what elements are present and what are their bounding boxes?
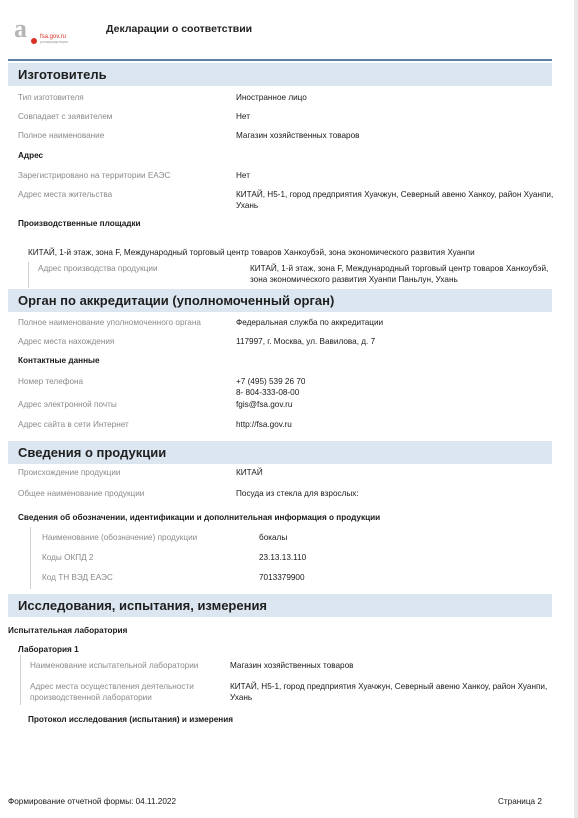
header-divider [8,59,552,61]
field-value: 7013379900 [259,573,305,582]
field-label: Адрес электронной почты [18,400,117,409]
field-label: Полное наименование уполномоченного органа [18,318,201,327]
field-label: Общее наименование продукции [18,489,145,498]
field-value: КИТАЙ, H5-1, город предприятия Хуачжун, Северный авеню Ханкоу, район Хуанпи, Ухань [230,682,548,702]
phone-value-1[interactable]: +7 (495) 539 26 70 [236,377,306,386]
field-value: Нет [236,112,250,121]
field-label: Совпадает с заявителем [18,112,113,121]
logo-letter: a [14,14,27,43]
document-header [14,14,554,60]
field-label: Адрес сайта в сети Интернет [18,420,129,429]
field-label-cont: производственной лаборатории [30,693,152,702]
field-value: КИТАЙ, H5-1, город предприятия Хуачжун, Северный авеню Ханкоу, район Хуанпи, Ухань [236,190,554,210]
phone-value-2[interactable]: 8- 804-333-08-00 [236,388,300,397]
logo-tagline: росаккредитация [40,40,68,44]
field-value: 23.13.13.110 [259,553,307,562]
indent-line [28,262,29,288]
field-value: Посуда из стекла для взрослых: [236,489,359,498]
field-value: Магазин хозяйственных товаров [236,131,360,140]
field-value: Магазин хозяйственных товаров [230,661,354,670]
fsa-logo[interactable] [14,14,94,48]
field-value: Нет [236,171,250,180]
subheading-contacts: Контактные данные [18,356,100,365]
field-value: 117997, г. Москва, ул. Вавилова, д. 7 [236,337,376,346]
field-label: Тип изготовителя [18,93,84,102]
field-label: Адрес производства продукции [38,264,158,273]
field-label: Номер телефона [18,377,84,386]
field-value: Федеральная служба по аккредитации [236,318,384,327]
indent-line [30,527,31,589]
page-number: Страница 2 [498,797,542,806]
email-link[interactable]: fgis@fsa.gov.ru [236,400,293,409]
field-label: Наименование испытательной лаборатории [30,661,199,670]
field-label: Адрес места нахождения [18,337,115,346]
field-label: Наименование (обозначение) продукции [42,533,198,542]
page-edge [574,0,578,818]
field-label: Происхождение продукции [18,468,121,477]
section-product: Сведения о продукции [8,441,552,464]
production-site-line [28,248,552,259]
subheading-lab-1: Лаборатория 1 [18,645,79,654]
subheading-address: Адрес [18,151,44,160]
logo-site: fsa.gov.ru [40,34,66,40]
field-value: КИТАЙ [236,468,263,477]
subheading-protocol: Протокол исследования (испытания) и измерения [28,715,234,724]
report-date: Формирование отчетной формы: 04.11.2022 [8,797,176,806]
field-label: Код ТН ВЭД ЕАЭС [42,573,113,582]
field-label: Адрес места осуществления деятельности [30,682,194,691]
section-research: Исследования, испытания, измерения [8,594,552,617]
section-manufacturer: Изготовитель [8,63,552,86]
production-site-text: КИТАЙ, 1-й этаж, зона F, Международный торговый центр товаров Ханкоубэй, зона экономического развития Хуанпи [28,248,475,257]
field-label: Зарегистрировано на территории ЕАЭС [18,171,171,180]
document-title: Декларации о соответствии [106,23,253,35]
subheading-identification: Сведения об обозначении, идентификации и дополнительная информация о продукции [18,513,381,522]
field-label: Адрес места жительства [18,190,113,199]
field-value: КИТАЙ, 1-й этаж, зона F, Международный торговый центр товаров Ханкоубэй, зона экономического развития Хуанпи Паньлун, Ухань [250,264,549,284]
field-label: Полное наименование [18,131,105,140]
section-accreditation: Орган по аккредитации (уполномоченный орган) [8,289,552,312]
logo-dot-icon [31,38,37,44]
subheading-production-sites: Производственные площадки [18,219,141,228]
field-label: Коды ОКПД 2 [42,553,94,562]
field-value: Иностранное лицо [236,93,307,102]
field-value: бокалы [259,533,288,542]
website-link[interactable]: http://fsa.gov.ru [236,420,292,429]
subheading-test-lab: Испытательная лаборатория [8,626,128,635]
indent-line [20,655,21,705]
